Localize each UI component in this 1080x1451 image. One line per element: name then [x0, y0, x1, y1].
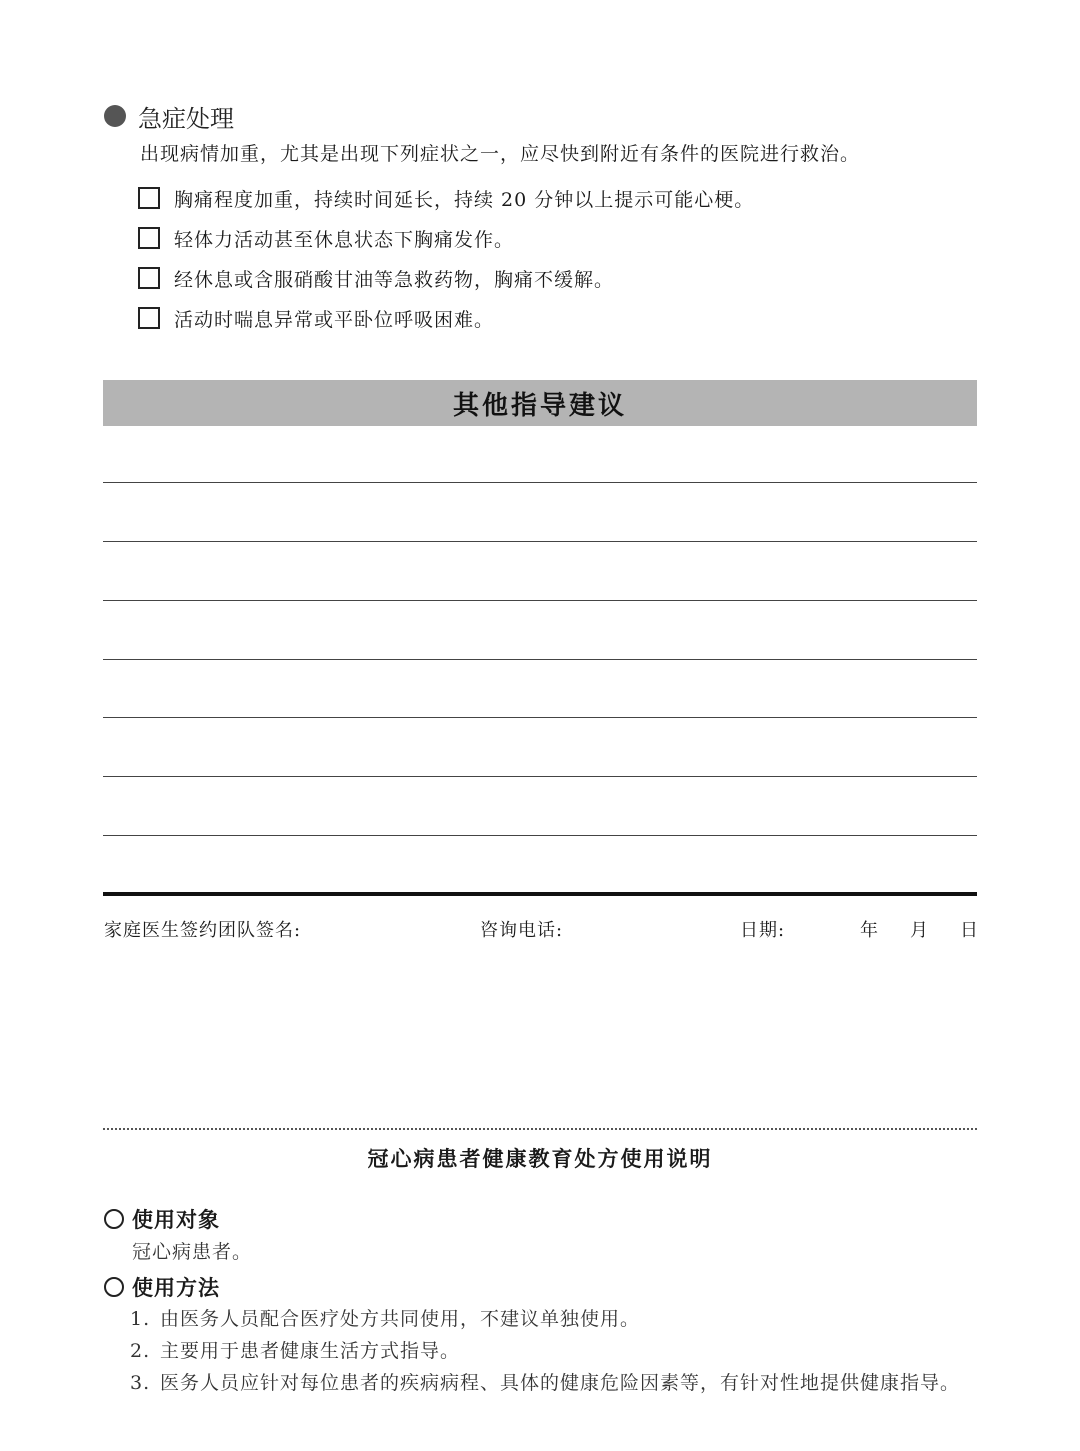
emergency-section [104, 98, 984, 338]
emergency-header [104, 98, 984, 134]
phone-label: 咨询电话: [480, 920, 564, 941]
section-divider [103, 892, 977, 896]
target-heading [104, 1203, 984, 1235]
symptom-item[interactable] [138, 178, 984, 218]
writing-line[interactable] [103, 835, 977, 836]
checkbox-icon[interactable] [138, 267, 160, 289]
checkbox-icon[interactable] [138, 307, 160, 329]
date-label: 日期: [740, 920, 786, 941]
signature-row [104, 916, 978, 944]
symptom-item[interactable] [138, 258, 984, 298]
method-number: 3. [130, 1372, 151, 1394]
method-text: 医务人员应针对每位患者的疾病病程、具体的健康危险因素等，有针对性地提供健康指导。 [160, 1372, 961, 1394]
symptom-item[interactable] [138, 218, 984, 258]
emergency-intro: 出现病情加重，尤其是出现下列症状之一，应尽快到附近有条件的医院进行救治。 [140, 143, 861, 165]
method-item [130, 1303, 984, 1335]
writing-line[interactable] [103, 776, 977, 777]
dotted-separator [103, 1128, 977, 1130]
month-label: 月 [910, 920, 929, 941]
day-label: 日 [960, 920, 979, 941]
symptom-text: 轻体力活动甚至休息状态下胸痛发作。 [174, 228, 515, 251]
symptom-text: 经休息或含服硝酸甘油等急救药物，胸痛不缓解。 [174, 268, 615, 291]
method-list [130, 1303, 984, 1399]
bullet-dot-icon [104, 105, 126, 127]
target-text: 冠心病患者。 [132, 1241, 253, 1263]
method-number: 1. [130, 1308, 151, 1330]
writing-line[interactable] [103, 541, 977, 542]
advice-banner [103, 380, 977, 426]
writing-line[interactable] [103, 482, 977, 483]
symptom-text: 活动时喘息异常或平卧位呼吸困难。 [174, 308, 495, 331]
method-number: 2. [130, 1340, 151, 1362]
writing-line[interactable] [103, 659, 977, 660]
method-item [130, 1335, 984, 1367]
advice-title: 其他指导建议 [452, 390, 627, 421]
usage-section [104, 1203, 984, 1399]
symptom-text: 胸痛程度加重，持续时间延长，持续 20 分钟以上提示可能心梗。 [174, 188, 755, 211]
emergency-title: 急症处理 [138, 104, 234, 133]
method-heading-text: 使用方法 [132, 1276, 220, 1300]
year-label: 年 [860, 920, 879, 941]
method-item [130, 1367, 984, 1399]
symptom-checklist [138, 178, 984, 338]
writing-line[interactable] [103, 600, 977, 601]
method-text: 由医务人员配合医疗处方共同使用，不建议单独使用。 [160, 1308, 641, 1330]
method-text: 主要用于患者健康生活方式指导。 [160, 1340, 461, 1362]
checkbox-icon[interactable] [138, 187, 160, 209]
symptom-item[interactable] [138, 298, 984, 338]
checkbox-icon[interactable] [138, 227, 160, 249]
team-signature-label: 家庭医生签约团队签名: [104, 920, 302, 941]
target-heading-text: 使用对象 [132, 1208, 220, 1232]
writing-line[interactable] [103, 717, 977, 718]
circle-bullet-icon [104, 1277, 124, 1297]
method-heading [104, 1271, 984, 1303]
circle-bullet-icon [104, 1209, 124, 1229]
usage-title: 冠心病患者健康教育处方使用说明 [367, 1147, 713, 1171]
